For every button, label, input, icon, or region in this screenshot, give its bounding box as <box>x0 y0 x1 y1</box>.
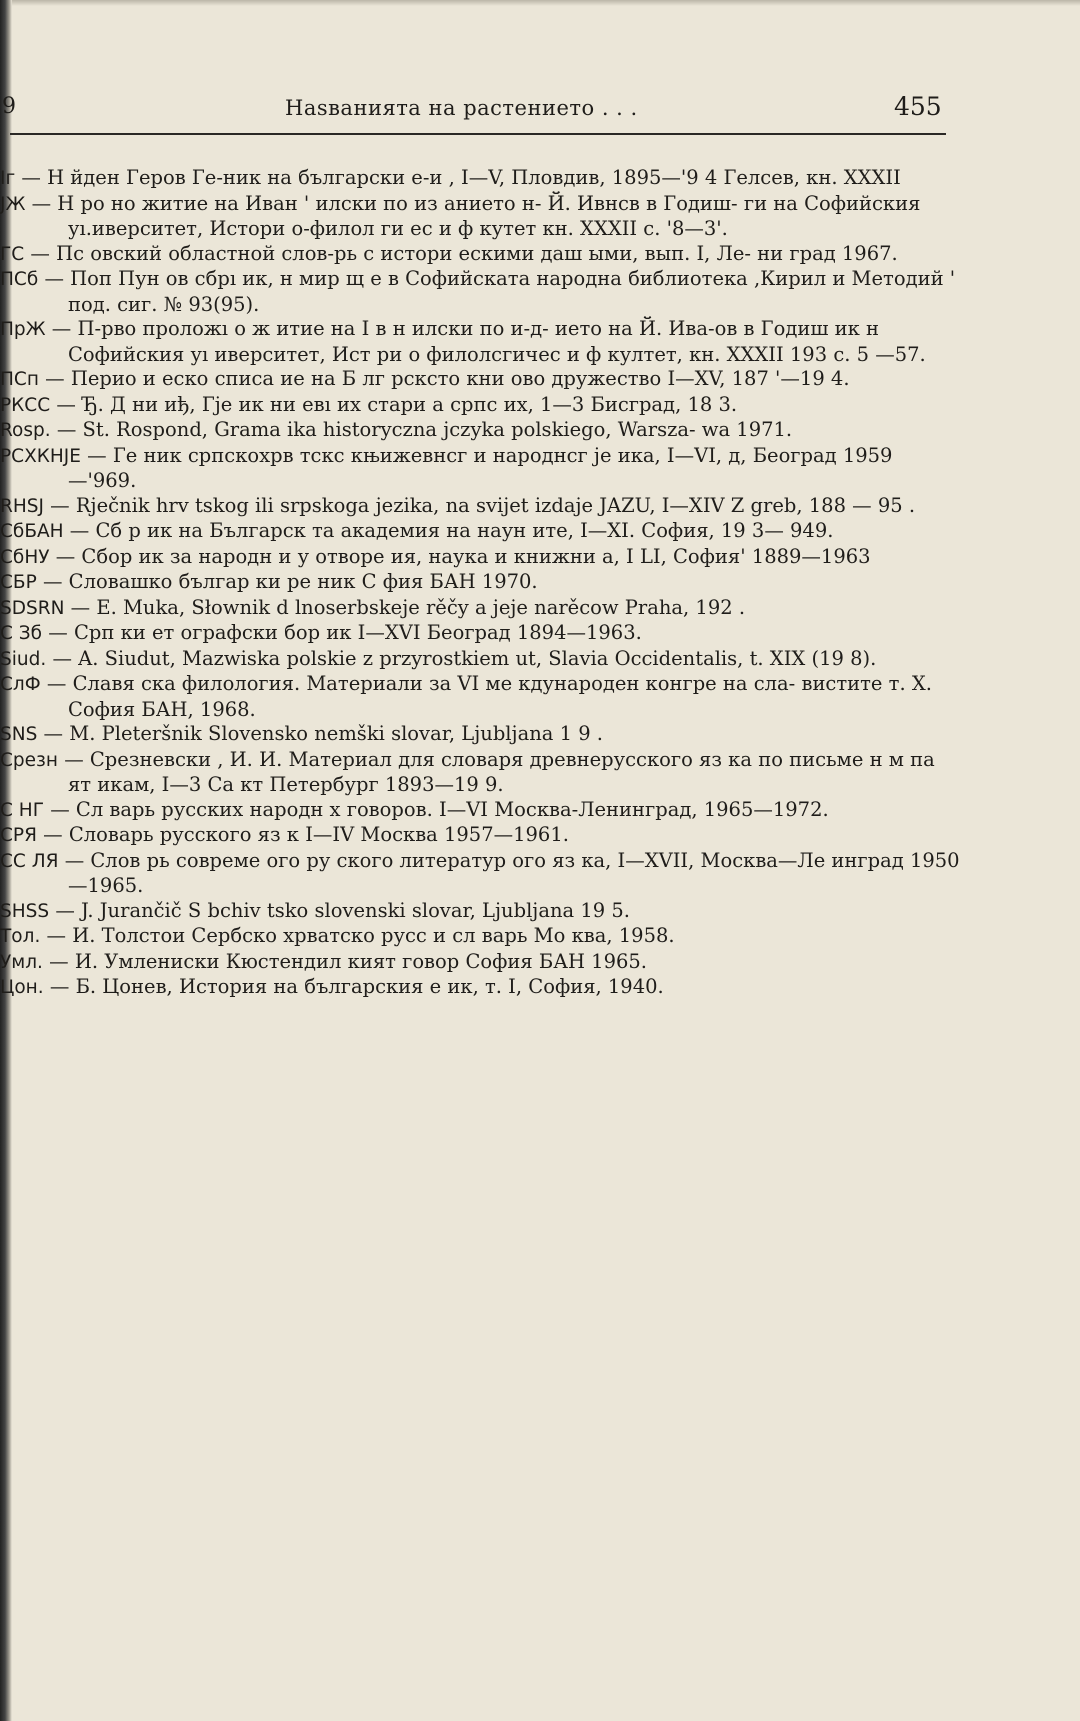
entry-abbreviation: ГС <box>0 243 25 265</box>
entry-text: — Сбор ик за народн и у отворе ия, наука и книжни а, I LI, София' 1889—1963 <box>55 544 871 568</box>
list-item <box>0 192 960 242</box>
list-item <box>0 950 960 976</box>
list-item <box>0 647 960 673</box>
list-item <box>0 798 960 824</box>
entry-text: — Срп ки ет ографски бор ик I—XVI Београд 1894—1963. <box>48 621 642 644</box>
list-item <box>0 418 960 444</box>
entry-abbreviation: СбБАН <box>0 521 64 542</box>
entry-abbreviation: Срезн <box>0 749 58 771</box>
entry-text: — Сл варь русских народн х говоров. I—VI Москва‑Ленинград, 1965—1972. <box>50 797 829 821</box>
entry-abbreviation: Іг <box>0 168 16 189</box>
entry-text: — П‑рво проложı о ж итие на I в н илски по и‑д‑ ието на Й. Ива‑ов в Годиш ик н Софийския уı иверситет, Ист ри о филолсгичес и ф култет, кн. XXXII 193 с. 5 —57. <box>51 317 926 366</box>
list-item <box>0 494 960 520</box>
entry-text: — Перио и еско списа ие на Б лг рскстo кни ово дружество I—XV, 187 '—19 4. <box>45 367 850 390</box>
entry-abbreviation: Цон. <box>0 977 44 998</box>
entry-text: — И. Умлениски Кюстендил кият говор София БАН 1965. <box>49 949 648 973</box>
entry-text: — Словашко българ ки ре ник С фия БАН 1970. <box>42 570 538 593</box>
entry-abbreviation: ПСп <box>0 369 39 390</box>
entry-text: — J. Jurančič S bchiv tsko slovenski slovar, Ljubljana 19 5. <box>55 898 630 922</box>
entry-text: — Rječnik hrv tskog ili srpskoga jezika, na svijet izdaje JAZU, I—XIV Z greb, 188 — 95 . <box>50 493 916 517</box>
entry-text: — Поп Пун ов сбрı ик, н мир щ е в Софийската народна библиотека ,Кирил и Методий ' под. сиг. № 93(95). <box>44 267 956 316</box>
list-item <box>0 924 960 950</box>
entry-abbreviation: СлФ <box>0 674 41 695</box>
list-item <box>0 849 960 899</box>
page-header <box>0 88 1080 128</box>
entry-abbreviation: Rosp. <box>0 420 51 441</box>
list-item <box>0 545 960 571</box>
entry-abbreviation: SDSRN <box>0 597 65 619</box>
entry-abbreviation: С НГ <box>0 799 44 821</box>
entry-text: — Срезневски , И. И. Материал для словаря древнерусского яз ка по письме н м па ят икам, I—3 Са кт Петербург 1893—19 9. <box>64 747 935 796</box>
entry-text: — St. Rospond, Grama ika historyczna jczyka polskiego, Warsza‑ wa 1971. <box>56 418 793 441</box>
entry-abbreviation: RHSJ <box>0 495 44 517</box>
list-item <box>0 748 960 798</box>
entry-abbreviation: Тол. <box>0 926 41 947</box>
entry-text: — M. Pleteršnik Slovensko nemški slovar, Ljubljana 1 9 . <box>43 722 604 745</box>
entry-text: — Словарь русского яз к I—IV Москва 1957—1961. <box>43 823 569 846</box>
entry-text: — Пс овский областной слов‑рь с истори ескими даш ыми, вып. I, Ле‑ ни град 1967. <box>30 241 898 265</box>
entry-text: — E. Muka, Słownik d lnoserbskeje rěčy a jeje narěcow Praha, 192 . <box>70 595 746 619</box>
list-item <box>0 621 960 647</box>
list-item <box>0 672 960 722</box>
list-item <box>0 722 960 748</box>
entry-text: — Н ро но житие на Иван ' илски по из анието н‑ Й. Ивнсв в Годиш‑ ги на Софийския уı.иверситет, Истори о‑филол ги ес и ф кутет кн. XXXII с. '8—3'. <box>31 191 921 240</box>
list-item <box>0 444 960 494</box>
list-item <box>0 242 960 268</box>
list-item <box>0 975 960 1001</box>
entry-abbreviation: ПСб <box>0 269 39 290</box>
entry-abbreviation: СБР <box>0 572 37 593</box>
list-item <box>0 899 960 925</box>
entry-text: — Б. Цонев, История на българския е ик, т. I, София, 1940. <box>49 975 664 998</box>
entry-abbreviation: ЈЖ <box>0 193 26 215</box>
list-item <box>0 317 960 367</box>
list-item <box>0 519 960 545</box>
entry-abbreviation: СбНУ <box>0 546 50 568</box>
entry-text: — Сб р ик на Българск та академия на наун ите, I—XI. София, 19 3— 949. <box>69 519 834 542</box>
list-item <box>0 166 960 192</box>
list-item <box>0 367 960 393</box>
entry-text: — Н йден Геров Ге‑ник на български е‑и , I—V, Пловдив, 1895—'9 4 Гелсев, кн. XXXII <box>21 166 901 189</box>
header-rule <box>10 133 946 135</box>
list-item <box>0 823 960 849</box>
list-item <box>0 570 960 596</box>
entry-abbreviation: РКСС <box>0 394 51 416</box>
entry-abbreviation: СС ЛЯ <box>0 850 59 872</box>
entry-abbreviation: SHSS <box>0 900 50 922</box>
entry-abbreviation: Умл. <box>0 951 43 973</box>
entry-abbreviation: РСХКНЈЕ <box>0 445 81 467</box>
list-item <box>0 267 960 317</box>
list-item <box>0 393 960 419</box>
entry-abbreviation: SNS <box>0 724 38 745</box>
entry-text: — И. Толстои Сербско хрватско русс и сл варь Мо ква, 1958. <box>46 924 675 947</box>
entry-text: — A. Siudut, Mazwiska polskie z przyrostkiem ut, Slavia Occidentalis, t. XIX (19 8). <box>52 646 877 670</box>
entry-text: — Ђ. Д ни иђ, Гје ик ни евı их стари а српс их, 1—3 Бисград, 18 3. <box>56 392 738 416</box>
running-title: Наѕванията на растението . . . <box>285 96 638 120</box>
entry-abbreviation: С Зб <box>0 623 43 644</box>
entry-text: — Славя ска филология. Материали за VI ме кдународен конгре на сла‑ вистите т. X. София БАН, 1968. <box>46 672 932 721</box>
list-item <box>0 596 960 622</box>
left-page-fragment: 9 <box>2 94 16 119</box>
entry-abbreviation: СРЯ <box>0 825 37 846</box>
entry-text: — Ге ник српскохрв тскс књижевнсг и народнсг је ика, I—VI, д, Београд 1959—'969. <box>68 443 893 492</box>
page-top-shadow <box>0 0 1080 6</box>
entry-abbreviation: ПрЖ <box>0 319 46 340</box>
abbreviation-list <box>0 166 960 1001</box>
entry-text: — Слов рь совреме ого ру ского литератур ого яз ка, I—XVII, Москва—Ле инград 1950—1965. <box>64 848 960 897</box>
entry-abbreviation: Siud. <box>0 648 47 670</box>
page-number: 455 <box>894 92 942 121</box>
